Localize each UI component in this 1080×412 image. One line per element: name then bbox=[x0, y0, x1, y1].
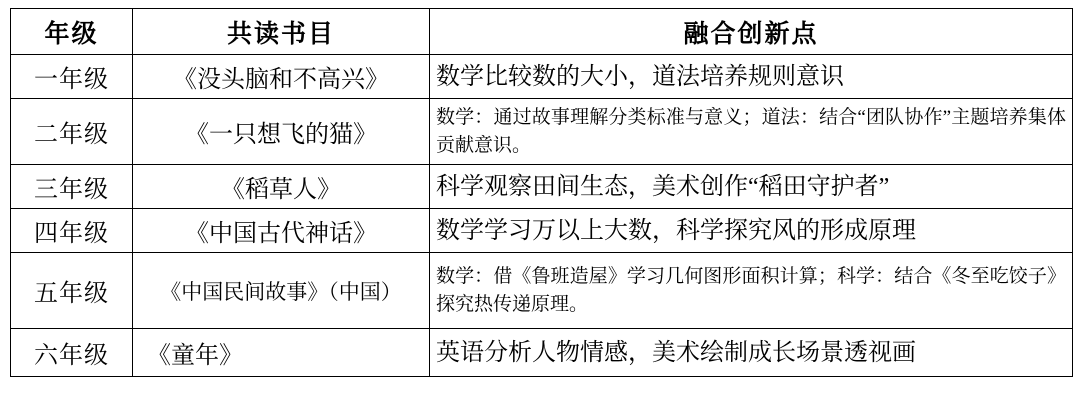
table-row bbox=[11, 99, 1073, 165]
cell-point: 英语分析人物情感，美术绘制成长场景透视画 bbox=[430, 329, 1073, 377]
table-row bbox=[11, 329, 1073, 377]
column-header-point: 融合创新点 bbox=[430, 9, 1073, 55]
cell-book: 《中国民间故事》（中国） bbox=[133, 253, 430, 329]
column-header-grade: 年级 bbox=[11, 9, 133, 55]
grade-reading-table bbox=[10, 8, 1073, 377]
cell-grade: 六年级 bbox=[11, 329, 133, 377]
cell-point: 数学：借《鲁班造屋》学习几何图形面积计算；科学：结合《冬至吃饺子》探究热传递原理。 bbox=[430, 253, 1073, 329]
cell-grade: 五年级 bbox=[11, 253, 133, 329]
cell-point: 数学：通过故事理解分类标准与意义；道法：结合“团队协作”主题培养集体贡献意识。 bbox=[430, 99, 1073, 165]
cell-grade: 三年级 bbox=[11, 165, 133, 209]
table-header-row bbox=[11, 9, 1073, 55]
document-page bbox=[0, 8, 1080, 412]
cell-point: 科学观察田间生态，美术创作“稻田守护者” bbox=[430, 165, 1073, 209]
table-row bbox=[11, 209, 1073, 253]
cell-point: 数学比较数的大小，道法培养规则意识 bbox=[430, 55, 1073, 99]
cell-point: 数学学习万以上大数，科学探究风的形成原理 bbox=[430, 209, 1073, 253]
cell-grade: 二年级 bbox=[11, 99, 133, 165]
cell-book: 《稻草人》 bbox=[133, 165, 430, 209]
table-row bbox=[11, 253, 1073, 329]
cell-book: 《童年》 bbox=[133, 329, 430, 377]
cell-book: 《没头脑和不高兴》 bbox=[133, 55, 430, 99]
column-header-book: 共读书目 bbox=[133, 9, 430, 55]
table-row bbox=[11, 55, 1073, 99]
table-row bbox=[11, 165, 1073, 209]
cell-book: 《中国古代神话》 bbox=[133, 209, 430, 253]
cell-book: 《一只想飞的猫》 bbox=[133, 99, 430, 165]
cell-grade: 一年级 bbox=[11, 55, 133, 99]
cell-grade: 四年级 bbox=[11, 209, 133, 253]
